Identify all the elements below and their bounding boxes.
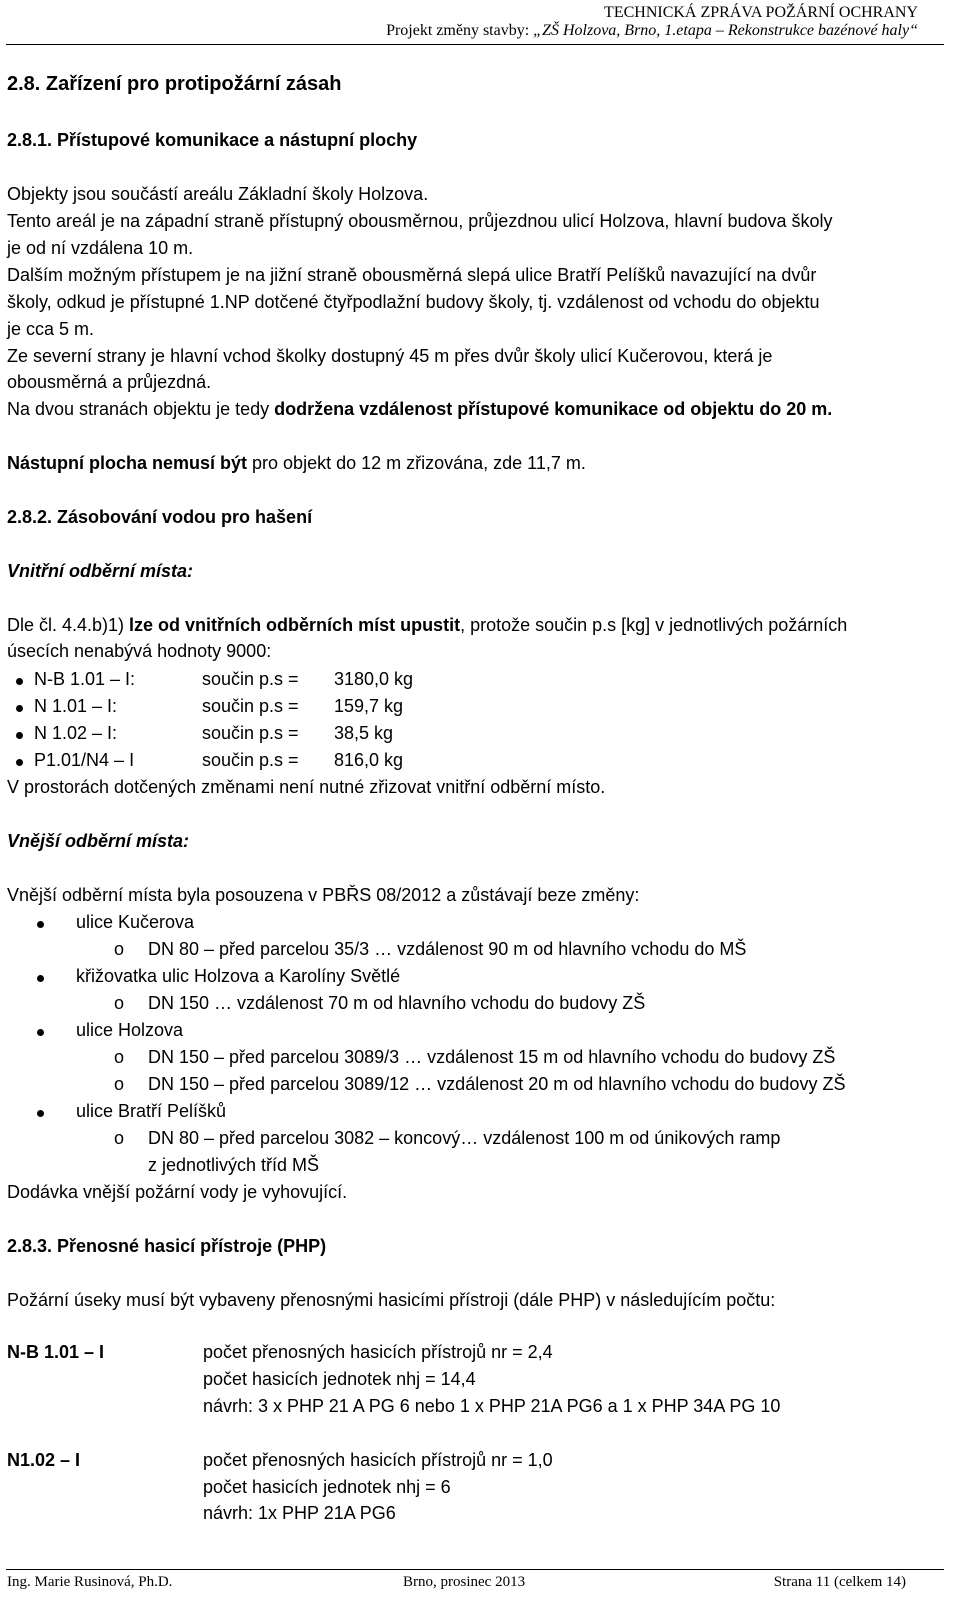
bullet-icon [16,705,23,712]
text-run: , protože součin p.s [kg] v jednotlivých požárních [460,615,848,635]
list-item-value: 38,5 kg [334,723,394,743]
circle-bullet-icon: o [114,1074,125,1094]
circle-bullet-icon: o [114,939,125,959]
bullet-icon [37,1110,44,1117]
street-name: křižovatka ulic Holzova a Karolíny Světlé [76,966,401,986]
circle-bullet-icon: o [114,1128,125,1148]
header-rule [6,44,944,45]
list-item-label: součin p.s = [202,723,299,743]
extinguisher-line: počet přenosných hasicích přístrojů nr = 1,0 [203,1450,553,1470]
bullet-icon [37,975,44,982]
list-item-value: 816,0 kg [334,750,404,770]
list-item-label: součin p.s = [202,669,299,689]
circle-bullet-icon: o [114,993,125,1013]
text-run-bold: lze od vnitřních odběrních míst upustit [129,615,461,635]
list-item-name: N 1.02 – I: [34,723,118,743]
footer-place-date: Brno, prosinec 2013 [403,1574,526,1590]
street-name: ulice Holzova [76,1020,184,1040]
list-item-name: N 1.01 – I: [34,696,118,716]
paragraph-line [7,453,586,473]
text-run: Na dvou stranách objektu je tedy [7,399,275,419]
hydrant-item: DN 150 – před parcelou 3089/12 … vzdálenost 20 m od hlavního vchodu do budovy ZŠ [148,1074,846,1094]
bullet-icon [37,1029,44,1036]
header-project-prefix: Projekt změny stavby: [386,22,530,39]
street-name: ulice Bratří Pelíšků [76,1101,227,1121]
list-item-value: 3180,0 kg [334,669,414,689]
list-item-label: součin p.s = [202,750,299,770]
extinguisher-line: návrh: 1x PHP 21A PG6 [203,1503,396,1523]
footer-rule [6,1569,944,1570]
bullet-icon [37,921,44,928]
paragraph-line [7,399,832,419]
text-run: Dle čl. 4.4.b)1) [7,615,130,635]
paragraph-line: obousměrná a průjezdná. [7,372,212,392]
text-run-bold: Nástupní plocha nemusí být [7,453,248,473]
paragraph-line: úsecích nenabývá hodnoty 9000: [7,641,272,661]
section-2-8-2-heading: 2.8.2. Zásobování vodou pro hašení [7,507,313,527]
paragraph-line: Požární úseky musí být vybaveny přenosnými hasicími přístroji (dále PHP) v následujícím počtu: [7,1290,776,1310]
paragraph-line: je cca 5 m. [7,319,95,339]
header-project [386,22,918,40]
list-item-value: 159,7 kg [334,696,404,716]
subsection-heading: Vnější odběrní místa: [7,831,190,851]
paragraph-line: Tento areál je na západní straně přístupný obousměrnou, průjezdnou ulicí Holzova, hlavní budova školy [7,211,833,231]
text-run-bold: dodržena vzdálenost přístupové komunikace od objektu do 20 m. [274,399,833,419]
extinguisher-line: počet přenosných hasicích přístrojů nr = 2,4 [203,1342,553,1362]
extinguisher-line: návrh: 3 x PHP 21 A PG 6 nebo 1 x PHP 21A PG6 a 1 x PHP 34A PG 10 [203,1396,781,1416]
section-2-8-1-heading: 2.8.1. Přístupové komunikace a nástupní plochy [7,130,418,150]
paragraph-line: Ze severní strany je hlavní vchod školky dostupný 45 m přes dvůr školy ulicí Kučerovou, která je [7,346,773,366]
paragraph-line [7,615,847,635]
paragraph-line: Dodávka vnější požární vody je vyhovující. [7,1182,348,1202]
hydrant-item: DN 150 – před parcelou 3089/3 … vzdálenost 15 m od hlavního vchodu do budovy ZŠ [148,1047,836,1067]
fire-section-name: N1.02 – I [7,1450,81,1470]
hydrant-item: DN 150 … vzdálenost 70 m od hlavního vchodu do budovy ZŠ [148,993,646,1013]
list-item-name: P1.01/N4 – I [34,750,135,770]
paragraph-line: V prostorách dotčených změnami není nutné zřizovat vnitřní odběrní místo. [7,777,606,797]
paragraph-line: je od ní vzdálena 10 m. [7,238,194,258]
circle-bullet-icon: o [114,1047,125,1067]
street-name: ulice Kučerova [76,912,195,932]
extinguisher-line: počet hasicích jednotek nhj = 6 [203,1477,451,1497]
paragraph-line: Vnější odběrní místa byla posouzena v PBŘS 08/2012 a zůstávají beze změny: [7,885,640,905]
section-2-8-3-heading: 2.8.3. Přenosné hasicí přístroje (PHP) [7,1236,327,1256]
header-title: TECHNICKÁ ZPRÁVA POŽÁRNÍ OCHRANY [604,4,918,21]
bullet-icon [16,732,23,739]
bullet-icon [16,759,23,766]
footer-author: Ing. Marie Rusinová, Ph.D. [7,1574,173,1590]
hydrant-item: DN 80 – před parcelou 35/3 … vzdálenost 90 m od hlavního vchodu do MŠ [148,939,747,959]
paragraph-line: školy, odkud je přístupné 1.NP dotčené čtyřpodlažní budovy školy, tj. vzdálenost od vchodu do objektu [7,292,820,312]
extinguisher-line: počet hasicích jednotek nhj = 14,4 [203,1369,476,1389]
footer-page-number: Strana 11 (celkem 14) [773,1574,906,1590]
list-item-name: N-B 1.01 – I: [34,669,136,689]
paragraph-line: Objekty jsou součástí areálu Základní školy Holzova. [7,184,429,204]
hydrant-item: DN 80 – před parcelou 3082 – koncový… vzdálenost 100 m od únikových ramp [148,1128,781,1148]
list-item-label: součin p.s = [202,696,299,716]
header-project-name: „ZŠ Holzova, Brno, 1.etapa – Rekonstrukce bazénové haly“ [533,22,918,39]
fire-section-name: N-B 1.01 – I [7,1342,105,1362]
text-run: pro objekt do 12 m zřizována, zde 11,7 m. [247,453,586,473]
subsection-heading: Vnitřní odběrní místa: [7,561,194,581]
hydrant-item-continuation: z jednotlivých tříd MŠ [148,1155,320,1175]
section-2-8-heading: 2.8. Zařízení pro protipožární zásah [7,73,342,95]
paragraph-line: Dalším možným přístupem je na jižní straně obousměrná slepá ulice Bratří Pelíšků navazující na dvůr [7,265,817,285]
bullet-icon [16,678,23,685]
